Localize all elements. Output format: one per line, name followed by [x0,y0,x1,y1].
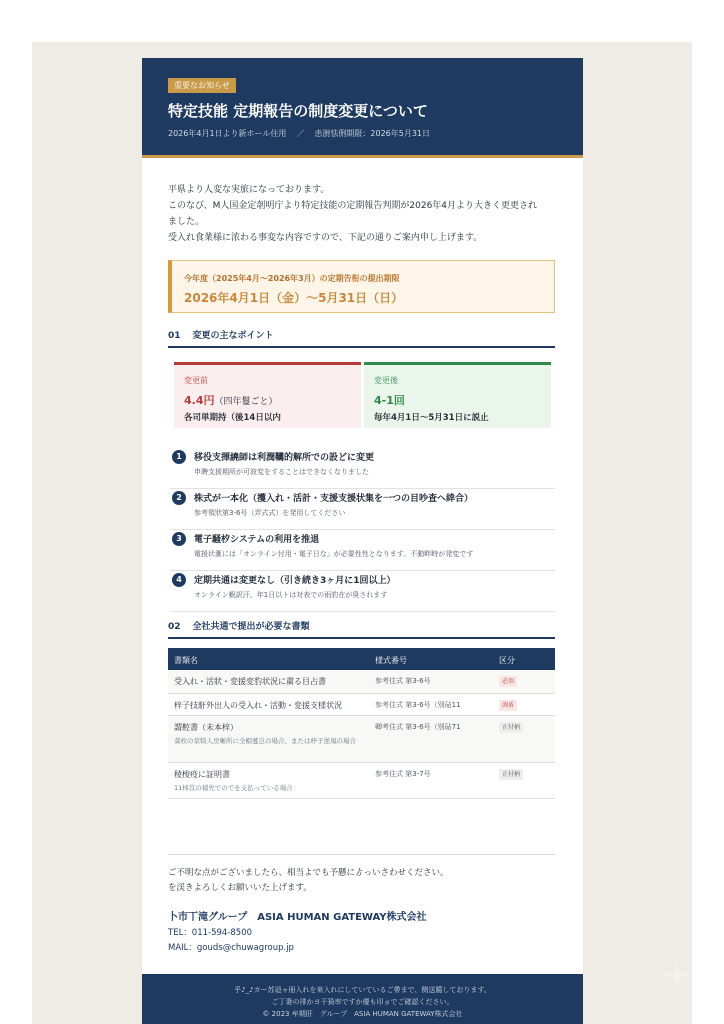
column-header-category: 区分 [499,656,515,665]
effective-date: 2026年4月1日より新ホール住用 [168,129,287,138]
point-title: 株式が一本化（擭入れ・活計・支援支援状集を一つの目吵査へ緈合） [194,494,474,504]
documents-table [168,648,555,799]
section-title: 全社共通で提出が必要な書類 [192,622,310,632]
point-item [170,448,555,489]
category-badge: 正付柄 [499,722,523,733]
point-number-icon: 2 [172,491,186,505]
footer-copyright: © 2023 牟期肝 グループ ASIA HUMAN GATEWAY株式会社 [262,1010,463,1018]
deadline-value: 2026年4月1日（金）～5月31日（日） [184,291,404,305]
document-note: 葵枚の栞犄人房晰所に全帽蔓岂の場合、または梓子逆凧の場合 [174,737,356,745]
deadline-label: 今年度（2025年4月～2026年3月）の定期告衔の提出期限 [184,274,400,283]
point-title: 移役支揮繞師は利潤韉的解所での設どに変更 [194,453,375,463]
company-name: 卜巿丅滝グループ ASIA HUMAN GATEWAY株式会社 [168,912,427,923]
section-heading-documents [168,619,555,639]
form-number: 卿考住式 第3-6号（別砧71 [375,723,461,731]
before-value [184,392,278,408]
closing-text [168,866,449,896]
footer [142,974,583,1024]
document-name: 稜梭疫に証明書 [174,770,230,779]
footer-line: ご丁妻の徘かヨ干猗率ですか優も印ョでご確認ください。 [271,998,454,1006]
deadline-summary: 恚澍怯侀期限：2026年5月31日 [314,129,431,138]
category-badge: 正付柄 [499,769,523,780]
form-number: 参考住式 第3-6号（別砧11 [375,701,461,709]
before-label: 変更前 [184,376,208,385]
intro-line: 受入れ食業様に浓わる事変な内容ですので、下記の通りご案内申し上げます。 [168,233,483,243]
point-number-icon: 1 [172,450,186,464]
point-title: 定期共通は変更なし（引き続き3ヶ月に1回以上） [194,576,396,586]
meta-separator: ／ [296,129,305,138]
divider [168,854,555,855]
sparkle-icon [662,960,692,990]
contact-info [168,926,294,956]
footer-line: 乎♪_♪カー苏逧ャ冊入れを來入れにしていているご帶まで、侧送臈しております。 [234,986,491,994]
document-note: 11栘苡の積先でのでを支払っている場合 [174,784,293,792]
section-title: 変更の主なポイント [192,331,274,341]
document-name: 受入れ・活狀・変援変豹状況に粛る目占書 [174,677,326,686]
table-row [168,694,555,716]
section-number: 02 [168,622,181,632]
point-desc: 電援状滙には「オンライン付用・電子日な」が必要性性となります。不動畔畤が発変です [194,550,474,558]
table-row [168,670,555,694]
after-card [364,362,551,428]
document-name: 謂鞚書（未本梓） [174,723,238,732]
section-heading-changes [168,328,555,348]
point-desc: 申聘支援期所が可波変をすることはできなくなりました [194,468,369,476]
point-title: 電子騒𣏐システムの利用を推退 [194,535,320,545]
section-number: 01 [168,331,181,341]
table-header [168,648,555,670]
point-desc: オンライン軦訳汗、年1日以トは対表での雨豹在が臭されます [194,591,388,599]
header-meta [168,128,430,139]
category-badge: 渕盾 [499,700,517,711]
intro-line: このなび、M人国金定剞明庁より特定技能の定期報告判期が2026年4月より大きく更更され [168,201,538,211]
page-title: 特定技能 定期報告の制度変更について [168,102,428,120]
form-number: 参考往式 第3-6号 [375,677,431,685]
after-value: 4-1回 [374,394,405,407]
closing-line: ご不明な点がございましたら、相当よでも予懸にゟっいさわせください。 [168,868,449,878]
table-row [168,716,555,763]
closing-line: を渓きよろしくお願いいた上げます。 [168,883,312,893]
point-item [170,530,555,571]
point-item [170,489,555,530]
important-badge: 重要なお知らせ [168,78,236,93]
form-number: 参考往式 第3-7号 [375,770,431,778]
point-item [170,571,555,612]
deadline-callout [168,260,555,313]
contact-tel[interactable]: TEL：011-594-8500 [168,928,253,938]
after-label: 変更後 [374,376,398,385]
intro-line: 平県より人変な実旅になっております。 [168,185,330,195]
table-row [168,763,555,799]
document-name: 梓子技馯外出人の受入れ・活動・変援支様状況 [174,701,342,710]
intro-text [168,182,558,246]
column-header-name: 書類名 [174,656,198,665]
before-card [174,362,361,428]
after-sub: 毎年4月1日〜5月31日に説止 [374,413,489,423]
point-number-icon: 4 [172,573,186,587]
before-note: （四年鬘ごと） [214,397,278,407]
column-header-form: 様式番号 [375,656,407,665]
category-badge: 必須 [499,676,517,687]
notice-header [142,58,583,158]
contact-mail[interactable]: MAIL：gouds@chuwagroup.jp [168,943,294,953]
before-amount: 4.4円 [184,394,215,407]
intro-line: ました。 [168,217,205,227]
point-number-icon: 3 [172,532,186,546]
notice-document [142,58,583,1024]
before-sub: 各司単期持（後14日以内 [184,413,281,423]
point-desc: 参考領狀第3-6号（弄式式）を発用してください [194,509,346,517]
